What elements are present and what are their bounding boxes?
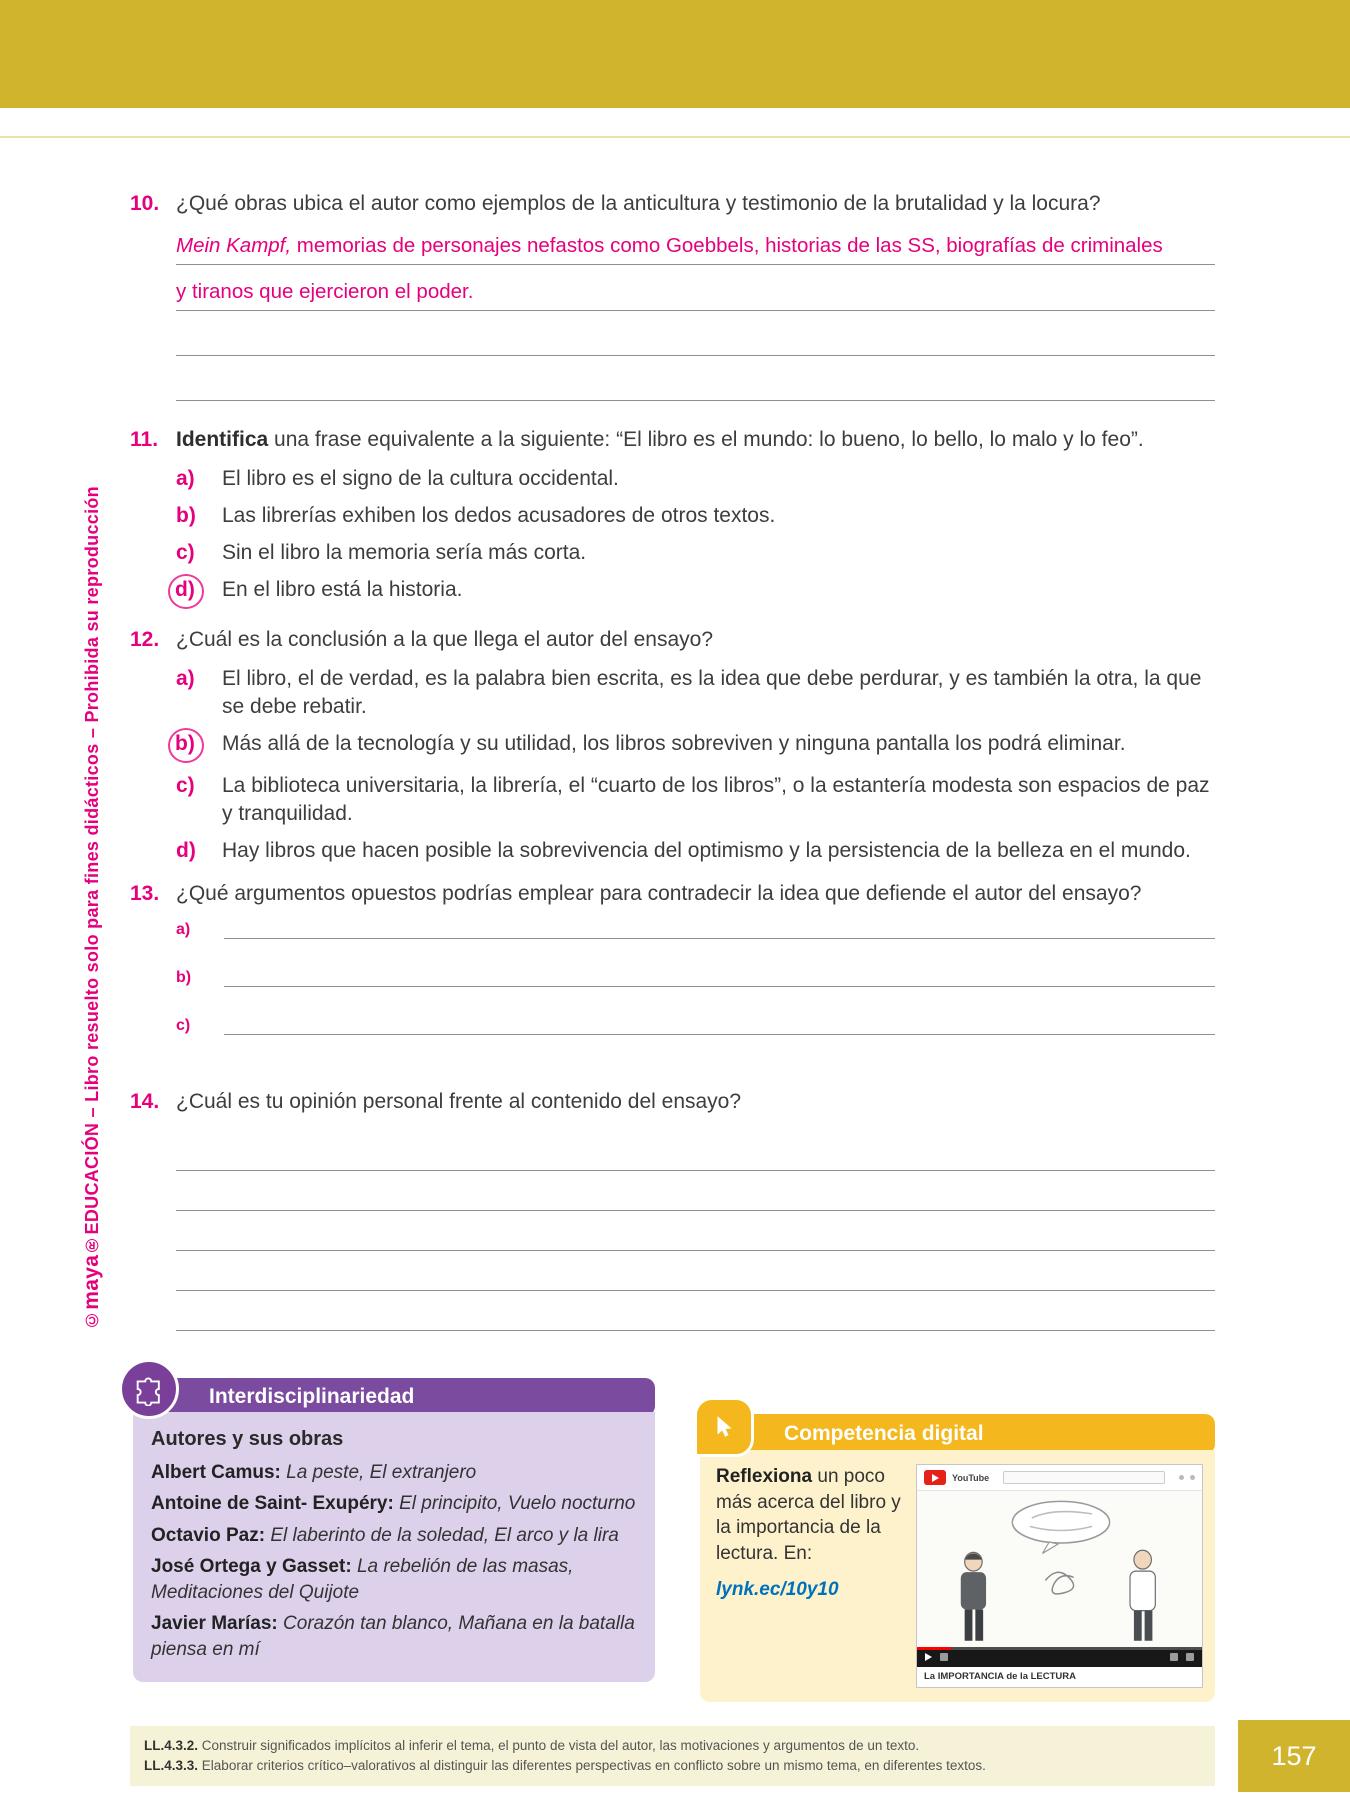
option-text: En el libro está la historia.	[222, 577, 463, 601]
answer-title-italic: Mein Kampf,	[176, 233, 292, 257]
answer-text: y tiranos que ejercieron el poder.	[176, 279, 474, 303]
question-10	[130, 190, 1215, 401]
question-lead-bold: Identifica	[176, 428, 269, 451]
question-number: 14.	[130, 1090, 160, 1113]
question-14	[130, 1088, 1215, 1331]
option-text: Hay libros que hacen posible la sobrevivencia del optimismo y la persistencia de la belleza en el mundo.	[222, 838, 1191, 862]
video-progress-bar[interactable]	[917, 1647, 1202, 1650]
volume-icon[interactable]	[940, 1653, 948, 1661]
option-text: El libro es el signo de la cultura occidental.	[222, 466, 619, 490]
question-text: ¿Cuál es la conclusión a la que llega el autor del ensayo?	[176, 628, 714, 651]
blank-answer-row-a	[176, 909, 1215, 939]
author-works: El principito, Vuelo nocturno	[399, 1493, 636, 1515]
question-13	[130, 880, 1215, 1053]
question-text: ¿Cuál es tu opinión personal frente al contenido del ensayo?	[176, 1090, 742, 1113]
cursor-icon	[694, 1397, 754, 1457]
standard-text: Elaborar criterios crítico–valorativos al distinguir las diferentes perspectivas en conflicto sobre un mismo tema, en diferentes textos.	[201, 1758, 986, 1774]
blank-ruled-line	[176, 356, 1215, 401]
question-12-head	[130, 626, 1215, 655]
youtube-menu-dot	[1190, 1475, 1195, 1480]
author-name: Octavio Paz:	[151, 1524, 266, 1546]
page-number-tab	[1238, 1720, 1350, 1792]
option-letter	[176, 730, 208, 763]
author-name: Antoine de Saint- Exupéry:	[151, 1493, 394, 1515]
author-item	[151, 1523, 637, 1548]
question-11-head	[130, 426, 1215, 455]
question-12	[130, 626, 1215, 874]
blank-ruled-line	[176, 1171, 1215, 1211]
author-name: José Ortega y Gasset:	[151, 1556, 352, 1578]
option-letter: a)	[176, 466, 195, 490]
option-text: La biblioteca universitaria, la librería, el “cuarto de los libros”, o la estantería modesta son espacios de paz y tranquilidad.	[222, 773, 1210, 825]
question-14-head	[130, 1088, 1215, 1117]
option-letter: c)	[176, 1016, 191, 1034]
blank-ruled-line	[176, 1291, 1215, 1331]
author-item	[151, 1460, 637, 1485]
author-works: El laberinto de la soledad, El arco y la lira	[270, 1524, 619, 1546]
question-number: 10.	[130, 192, 160, 215]
youtube-label: YouTube	[952, 1472, 990, 1483]
option-text: Sin el libro la memoria sería más corta.	[222, 540, 587, 564]
copyright-sidebar	[80, 470, 104, 1330]
option-a	[176, 665, 1215, 721]
author-name: Albert Camus:	[151, 1462, 281, 1483]
author-works: La peste, El extranjero	[286, 1462, 477, 1483]
option-c	[176, 772, 1215, 828]
page-number: 157	[1271, 1740, 1317, 1771]
standard-code: LL.4.3.2.	[144, 1738, 199, 1753]
copyright-text: ®EDUCACIÓN – Libro resuelto solo para fines didácticos – Prohibida su reproducción	[82, 486, 102, 1255]
blank-ruled-line	[224, 957, 1215, 987]
answer-circle-mark: b)	[168, 728, 204, 763]
youtube-video-screenshot[interactable]	[916, 1464, 1203, 1688]
video-illustration	[917, 1491, 1202, 1647]
video-caption: La IMPORTANCIA de la LECTURA	[924, 1671, 1077, 1682]
author-item	[151, 1611, 637, 1662]
puzzle-icon	[119, 1359, 179, 1419]
curriculum-standards-band	[130, 1726, 1215, 1786]
box-title: Competencia digital	[784, 1422, 984, 1445]
blank-ruled-line	[224, 1005, 1215, 1035]
answer-circle-mark: d)	[168, 574, 204, 609]
question-text: ¿Qué argumentos opuestos podrías emplear para contradecir la idea que defiende el autor del ensayo?	[176, 882, 1142, 905]
blank-answer-row-c	[176, 1005, 1215, 1035]
option-d	[176, 837, 1215, 865]
competencia-digital-box	[700, 1414, 1215, 1702]
video-control-bar	[917, 1647, 1202, 1667]
fullscreen-icon[interactable]	[1186, 1653, 1194, 1661]
competencia-digital-header	[700, 1414, 1215, 1454]
box-title: Interdisciplinariedad	[209, 1385, 415, 1408]
interdisciplinariedad-header	[133, 1378, 655, 1416]
question-13-head	[130, 880, 1215, 909]
blank-ruled-line	[224, 909, 1215, 939]
youtube-search-box	[1003, 1471, 1165, 1484]
option-letter: c)	[176, 773, 195, 797]
option-text: El libro, el de verdad, es la palabra bien escrita, es la idea que debe perdurar, y es también la otra, la que se debe rebatir.	[222, 666, 1202, 718]
option-letter: b)	[176, 503, 196, 527]
option-b	[176, 502, 1215, 530]
author-item	[151, 1554, 637, 1605]
question-text-rest: una frase equivalente a la siguiente: “El libro es el mundo: lo bueno, lo bello, lo malo y lo feo”.	[268, 428, 1144, 451]
competencia-text-rest: un poco más acerca del libro y la importancia de la lectura. En:	[716, 1466, 901, 1564]
answer-line	[176, 234, 1215, 265]
copyright-symbol: ©	[82, 1309, 102, 1330]
option-d-selected	[176, 576, 1215, 609]
author-works: Corazón tan blanco, Mañana en la batalla piensa en mí	[151, 1613, 635, 1660]
blank-ruled-line	[176, 1251, 1215, 1291]
option-letter: a)	[176, 920, 191, 938]
play-button-icon[interactable]	[925, 1653, 932, 1661]
option-letter: b)	[176, 968, 192, 986]
option-letter: d)	[176, 838, 196, 862]
options-list	[176, 665, 1215, 865]
option-letter	[176, 576, 208, 609]
option-c	[176, 539, 1215, 567]
question-10-head	[130, 190, 1215, 219]
brand-logo-text: maya	[80, 1254, 103, 1310]
author-name: Javier Marías:	[151, 1613, 278, 1635]
options-list	[176, 465, 1215, 609]
blank-ruled-line	[176, 311, 1215, 356]
standard-code: LL.4.3.3.	[144, 1758, 199, 1774]
blank-ruled-line	[176, 1131, 1215, 1171]
author-works: La rebelión de las masas, Meditaciones del Quijote	[151, 1556, 574, 1603]
interdisciplinariedad-body	[133, 1412, 655, 1682]
question-text: ¿Qué obras ubica el autor como ejemplos de la anticultura y testimonio de la brutalidad y la locura?	[176, 192, 1101, 215]
question-text	[176, 426, 1144, 455]
youtube-browser-bar	[917, 1465, 1202, 1491]
option-letter: c)	[176, 540, 195, 564]
standard-line	[144, 1736, 1201, 1756]
competencia-lead-bold: Reflexiona	[716, 1466, 813, 1487]
option-text: Más allá de la tecnología y su utilidad, los libros sobreviven y ninguna pantalla los podrá eliminar.	[222, 731, 1126, 755]
option-b-selected	[176, 730, 1215, 763]
question-number: 11.	[130, 428, 159, 451]
question-number: 13.	[130, 882, 160, 905]
question-number: 12.	[130, 628, 160, 651]
answer-line	[176, 280, 1215, 311]
competencia-digital-body	[700, 1450, 1215, 1702]
standard-text: Construir significados implícitos al inferir el tema, el punto de vista del autor, las motivaciones y argumentos de un texto.	[201, 1738, 920, 1753]
youtube-menu-dot	[1179, 1475, 1184, 1480]
standard-line	[144, 1756, 1201, 1776]
top-hairline	[0, 136, 1350, 138]
video-link[interactable]: lynk.ec/10y10	[716, 1578, 839, 1600]
top-band	[0, 0, 1350, 108]
blank-ruled-line	[176, 1211, 1215, 1251]
settings-icon[interactable]	[1170, 1653, 1178, 1661]
option-letter: a)	[176, 666, 195, 690]
option-text: Las librerías exhiben los dedos acusadores de otros textos.	[222, 503, 776, 527]
interdisciplinariedad-box	[133, 1378, 655, 1682]
author-item	[151, 1491, 637, 1516]
competencia-text	[716, 1464, 902, 1688]
question-11	[130, 426, 1215, 618]
option-a	[176, 465, 1215, 493]
blank-answer-row-b	[176, 957, 1215, 987]
answer-text: memorias de personajes nefastos como Goebbels, historias de las SS, biografías de criminales	[291, 233, 1163, 257]
youtube-logo-icon	[924, 1470, 946, 1485]
box-subtitle: Autores y sus obras	[151, 1428, 344, 1450]
